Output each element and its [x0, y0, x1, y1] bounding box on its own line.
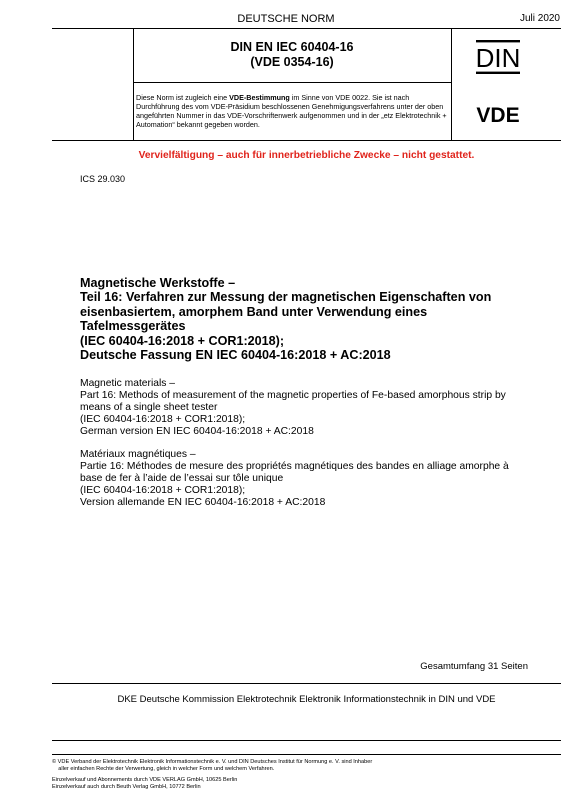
divider [52, 754, 561, 755]
title-line: Magnetische Werkstoffe – [80, 276, 236, 290]
vde-number: (VDE 0354-16) [250, 55, 334, 69]
title-line: eisenbasiertem, amorphem Band unter Verwendung eines [80, 304, 428, 319]
divider [52, 140, 561, 141]
total-pages: Gesamtumfang 31 Seiten [420, 661, 528, 672]
title-line: Partie 16: Méthodes de mesure des propriétés magnétiques des bandes en alliage amorphe à [80, 461, 509, 472]
dke-line: DKE Deutsche Kommission Elektrotechnik Elektronik Informationstechnik in DIN und VDE [117, 694, 496, 705]
publication-date: Juli 2020 [519, 13, 560, 24]
vde-logo [466, 101, 530, 127]
din-logo-text: DIN [476, 43, 520, 73]
title-line: (IEC 60404-16:2018 + COR1:2018); [80, 414, 246, 425]
sales-line: Einzelverkauf und Abonnements durch VDE VERLAG GmbH, 10625 Berlin [52, 777, 238, 783]
divider [52, 683, 561, 684]
title-line: base de fer à l’aide de l’essai sur tôle unique [80, 473, 284, 484]
title-line: Matériaux magnétiques – [80, 449, 196, 460]
title-line: Deutsche Fassung EN IEC 60404-16:2018 + AC:2018 [80, 348, 391, 363]
copyright-line: aller einfachen Rechte der Verwertung, gleich in welcher Form und welchem Verfahren. [52, 766, 275, 772]
title-line: Part 16: Methods of measurement of the magnetic properties of Fe-based amorphous strip by [80, 390, 506, 401]
title-french [80, 449, 550, 509]
title-line: Tafelmessgerätes [80, 319, 186, 334]
title-line: German version EN IEC 60404-16:2018 + AC:2018 [80, 426, 314, 437]
vde-note: Diese Norm ist zugleich eine VDE-Bestimmung im Sinne von VDE 0022. Sie ist nach Durchführung des vom VDE-Präsidium beschlossenen Genehmigungsverfahrens unter der oben angeführten Nummer in das VDE-Vorschriftenwerk aufgenommen und in der „etz Elektrotechnik + Automation“ bekannt gegeben worden. [136, 93, 447, 129]
standard-number: DIN EN IEC 60404-16 [230, 40, 354, 54]
din-logo [476, 40, 520, 74]
title-line: Teil 16: Verfahren zur Messung der magnetischen Eigenschaften von [80, 290, 492, 305]
standard-number-block [133, 40, 451, 70]
title-line: means of a single sheet tester [80, 402, 218, 413]
title-line: Version allemande EN IEC 60404-16:2018 + AC:2018 [80, 497, 326, 508]
title-german [80, 276, 550, 362]
divider [451, 28, 452, 140]
divider [52, 740, 561, 741]
vde-logo-text: VDE [476, 104, 520, 127]
document-type: DEUTSCHE NORM [237, 13, 335, 25]
divider [52, 28, 561, 29]
divider [133, 82, 451, 83]
sales-line: Einzelverkauf auch durch Beuth Verlag GmbH, 10772 Berlin [52, 784, 201, 790]
copyright-line: © VDE Verband der Elektrotechnik Elektronik Informationstechnik e. V. und DIN Deutsches Institut für Normung e. V. sind Inhaber [52, 759, 373, 765]
title-line: Magnetic materials – [80, 378, 175, 389]
copy-warning: Vervielfältigung – auch für innerbetriebliche Zwecke – nicht gestattet. [138, 150, 475, 161]
copyright-note [52, 759, 561, 773]
title-line: (IEC 60404-16:2018 + COR1:2018); [80, 485, 246, 496]
title-english [80, 378, 550, 438]
ics-code: ICS 29.030 [80, 174, 126, 184]
sales-note [52, 777, 561, 791]
title-line: (IEC 60404-16:2018 + COR1:2018); [80, 333, 285, 348]
